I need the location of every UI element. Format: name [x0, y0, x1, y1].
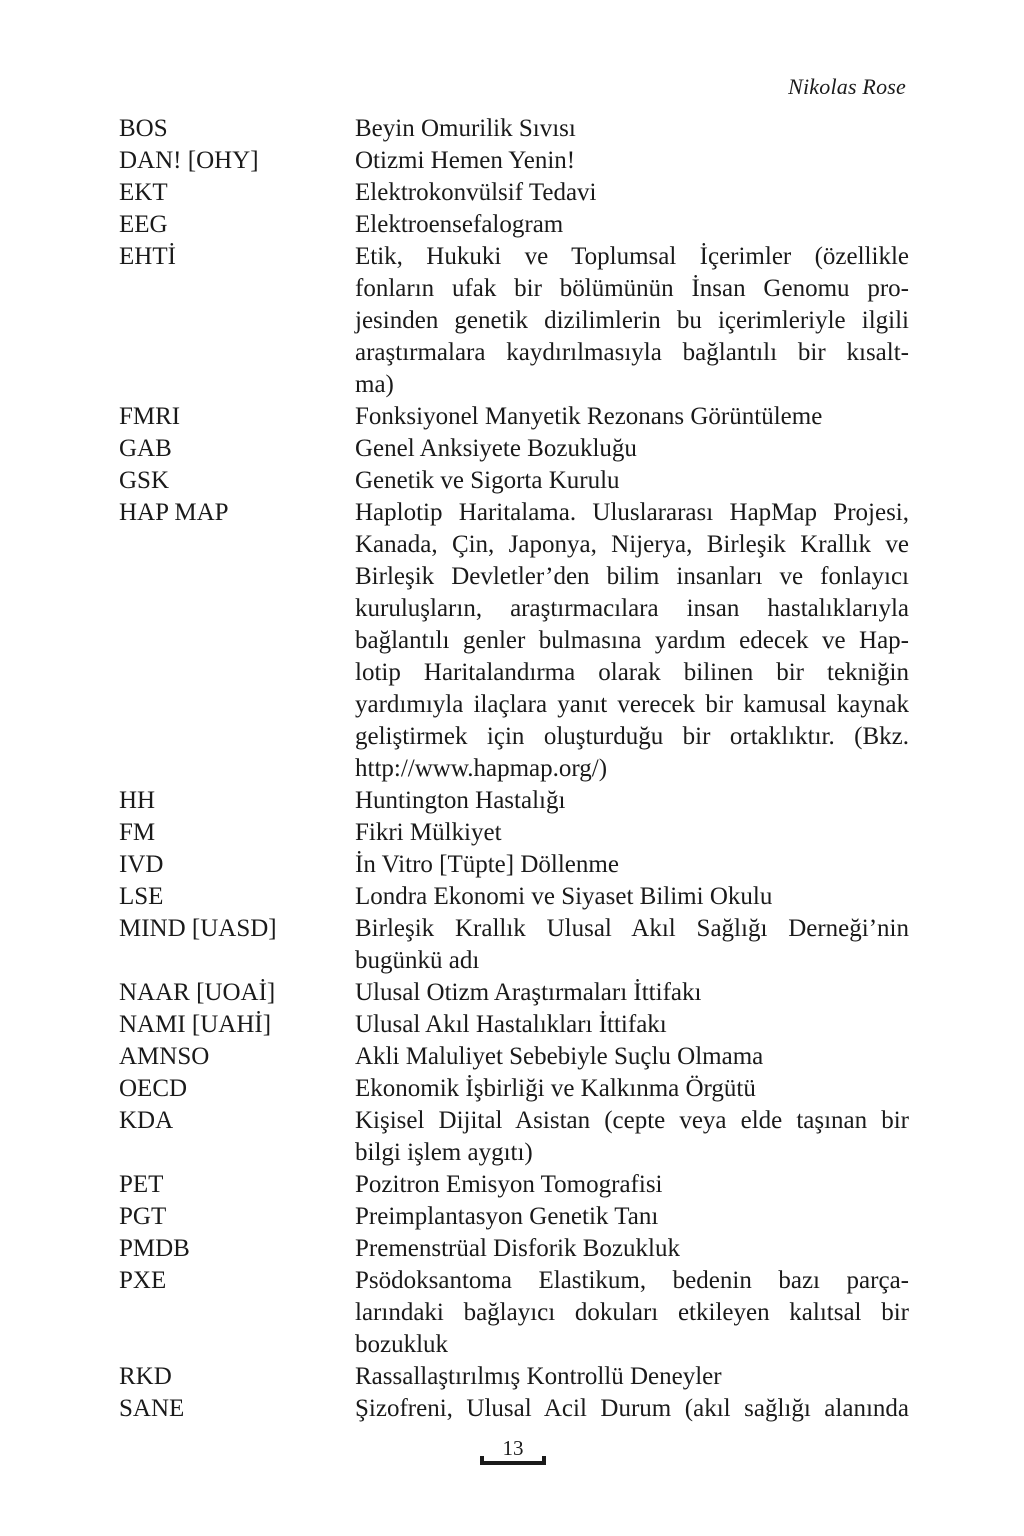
definition-line: Preimplantasyon Genetik Tanı — [355, 1203, 659, 1230]
running-head: Nikolas Rose — [788, 74, 906, 99]
abbreviation-entry — [119, 145, 909, 177]
abbreviation-term: HAP MAP — [119, 499, 229, 526]
abbreviation-entry — [119, 497, 909, 785]
definition-line: Premenstrüal Disforik Bozukluk — [355, 1235, 680, 1262]
abbreviation-definition — [355, 1393, 909, 1425]
definition-line: Londra Ekonomi ve Siyaset Bilimi Okulu — [355, 883, 773, 910]
definition-line: Kanada, Çin, Japonya, Nijerya, Birleşik Krallık ve — [355, 531, 909, 558]
definition-line: Fikri Mülkiyet — [355, 819, 502, 846]
definition-line: jesinden genetik dizilimlerin bu içerimleriyle ilgili — [355, 307, 909, 334]
definition-line: Ulusal Akıl Hastalıkları İttifakı — [355, 1011, 667, 1038]
abbreviation-definition — [355, 497, 909, 785]
abbreviation-entry — [119, 177, 909, 209]
abbreviation-entry — [119, 1393, 909, 1425]
abbreviation-entry — [119, 1105, 909, 1169]
abbreviation-term: EKT — [119, 179, 168, 206]
abbreviation-entry — [119, 1073, 909, 1105]
definition-line: bozukluk — [355, 1331, 449, 1358]
abbreviation-entry — [119, 1361, 909, 1393]
abbreviation-term: NAAR [UOAİ] — [119, 979, 276, 1006]
abbreviation-definition — [355, 785, 909, 817]
abbreviation-term: PXE — [119, 1267, 167, 1294]
definition-line: lotip Haritalandırma olarak bilinen bir tekniğin — [355, 659, 909, 686]
abbreviation-entry — [119, 401, 909, 433]
abbreviation-term: EHTİ — [119, 243, 176, 270]
abbreviation-definition — [355, 145, 909, 177]
definition-line: geliştirmek için oluşturduğu bir ortaklıktır. (Bkz. — [355, 723, 909, 750]
abbreviation-entry — [119, 1041, 909, 1073]
abbreviation-definition — [355, 177, 909, 209]
definition-line: yardımıyla ilaçlara yanıt verecek bir kamusal kaynak — [355, 691, 909, 718]
abbreviation-definition — [355, 1233, 909, 1265]
abbreviation-definition — [355, 1073, 909, 1105]
definition-line: Psödoksantoma Elastikum, bedenin bazı parça- — [355, 1267, 909, 1294]
abbreviation-entry — [119, 1169, 909, 1201]
definition-line: Ekonomik İşbirliği ve Kalkınma Örgütü — [355, 1075, 756, 1102]
abbreviation-definition — [355, 241, 909, 401]
definition-line: fonların ufak bir bölümünün İnsan Genomu pro- — [355, 275, 909, 302]
abbreviation-entry — [119, 977, 909, 1009]
definition-line: Etik, Hukuki ve Toplumsal İçerimler (özellikle — [355, 243, 909, 270]
definition-line: bugünkü adı — [355, 947, 480, 974]
abbreviation-term: GAB — [119, 435, 172, 462]
definition-line: Ulusal Otizm Araştırmaları İttifakı — [355, 979, 702, 1006]
definition-line: bilgi işlem aygıtı) — [355, 1139, 533, 1166]
definition-line: Elektrokonvülsif Tedavi — [355, 179, 597, 206]
definition-line: bağlantılı genler bulmasına yardım edecek ve Hap- — [355, 627, 909, 654]
abbreviation-term: SANE — [119, 1395, 185, 1422]
abbreviation-term: IVD — [119, 851, 164, 878]
abbreviation-term: HH — [119, 787, 156, 814]
abbreviation-entry — [119, 433, 909, 465]
abbreviation-term: AMNSO — [119, 1043, 210, 1070]
abbreviation-entry — [119, 913, 909, 977]
abbreviation-term: LSE — [119, 883, 164, 910]
abbreviation-term: FMRI — [119, 403, 181, 430]
abbreviation-definition — [355, 1009, 909, 1041]
abbreviation-term: EEG — [119, 211, 168, 238]
folio-rule — [480, 1461, 546, 1465]
definition-line: Fonksiyonel Manyetik Rezonans Görüntüleme — [355, 403, 823, 430]
abbreviation-term: MIND [UASD] — [119, 915, 277, 942]
abbreviation-term: PMDB — [119, 1235, 190, 1262]
abbreviation-term: FM — [119, 819, 156, 846]
definition-line: İn Vitro [Tüpte] Döllenme — [355, 851, 619, 878]
abbreviation-definition — [355, 817, 909, 849]
abbreviation-term: NAMI [UAHİ] — [119, 1011, 272, 1038]
abbreviation-entry — [119, 113, 909, 145]
page-number: 13 — [502, 1436, 524, 1460]
abbreviation-entry — [119, 209, 909, 241]
abbreviation-definition — [355, 401, 909, 433]
abbreviation-term: OECD — [119, 1075, 188, 1102]
definition-line: larındaki bağlayıcı dokuları etkileyen kalıtsal bir — [355, 1299, 909, 1326]
abbreviation-term: RKD — [119, 1363, 172, 1390]
abbreviation-definition — [355, 881, 909, 913]
abbreviation-entry — [119, 241, 909, 401]
definition-line: Şizofreni, Ulusal Acil Durum (akıl sağlığı alanında — [355, 1395, 909, 1422]
definition-line: araştırmalara kaydırılmasıyla bağlantılı bir kısalt- — [355, 339, 909, 366]
definition-line: ma) — [355, 371, 394, 398]
abbreviation-term: KDA — [119, 1107, 174, 1134]
definition-line: Huntington Hastalığı — [355, 787, 566, 814]
definition-line: Beyin Omurilik Sıvısı — [355, 115, 576, 142]
abbreviation-entry — [119, 785, 909, 817]
abbreviation-entry — [119, 849, 909, 881]
abbreviation-definition — [355, 977, 909, 1009]
abbreviation-entry — [119, 1009, 909, 1041]
abbreviation-term: DAN! [OHY] — [119, 147, 259, 174]
abbreviation-definition — [355, 113, 909, 145]
abbreviation-definition — [355, 209, 909, 241]
abbreviation-entry — [119, 881, 909, 913]
abbreviation-entry — [119, 1265, 909, 1361]
abbreviation-definition — [355, 913, 909, 977]
abbreviation-definition — [355, 1105, 909, 1169]
definition-line: Otizmi Hemen Yenin! — [355, 147, 576, 174]
abbreviation-entry — [119, 1201, 909, 1233]
abbreviation-entry — [119, 1233, 909, 1265]
page-folio — [480, 1436, 546, 1465]
abbreviation-definition — [355, 433, 909, 465]
abbreviation-definition — [355, 465, 909, 497]
abbreviation-definition — [355, 1201, 909, 1233]
abbreviation-definition — [355, 849, 909, 881]
abbreviation-term: PET — [119, 1171, 164, 1198]
abbreviation-definition — [355, 1265, 909, 1361]
abbreviation-definition — [355, 1169, 909, 1201]
definition-line: Kişisel Dijital Asistan (cepte veya elde taşınan bir — [355, 1107, 909, 1134]
definition-line: Birleşik Devletler’den bilim insanları ve fonlayıcı — [355, 563, 909, 590]
definition-line: Pozitron Emisyon Tomografisi — [355, 1171, 663, 1198]
abbreviation-entry — [119, 817, 909, 849]
definition-line: Rassallaştırılmış Kontrollü Deneyler — [355, 1363, 722, 1390]
definition-line: Birleşik Krallık Ulusal Akıl Sağlığı Derneği’nin — [355, 915, 909, 942]
abbreviation-definition — [355, 1041, 909, 1073]
abbreviation-term: PGT — [119, 1203, 167, 1230]
definition-line: Akli Maluliyet Sebebiyle Suçlu Olmama — [355, 1043, 764, 1070]
abbreviation-term: GSK — [119, 467, 170, 494]
definition-line: http://www.hapmap.org/) — [355, 755, 608, 782]
definition-line: Elektroensefalogram — [355, 211, 564, 238]
definition-line: Haplotip Haritalama. Uluslararası HapMap Projesi, — [355, 499, 909, 526]
abbreviation-term: BOS — [119, 115, 168, 142]
definition-line: Genetik ve Sigorta Kurulu — [355, 467, 620, 494]
abbreviation-entry — [119, 465, 909, 497]
abbreviation-definition — [355, 1361, 909, 1393]
definition-line: Genel Anksiyete Bozukluğu — [355, 435, 637, 462]
abbreviation-list — [119, 113, 909, 1425]
definition-line: kuruluşların, araştırmacılara insan hastalıklarıyla — [355, 595, 909, 622]
